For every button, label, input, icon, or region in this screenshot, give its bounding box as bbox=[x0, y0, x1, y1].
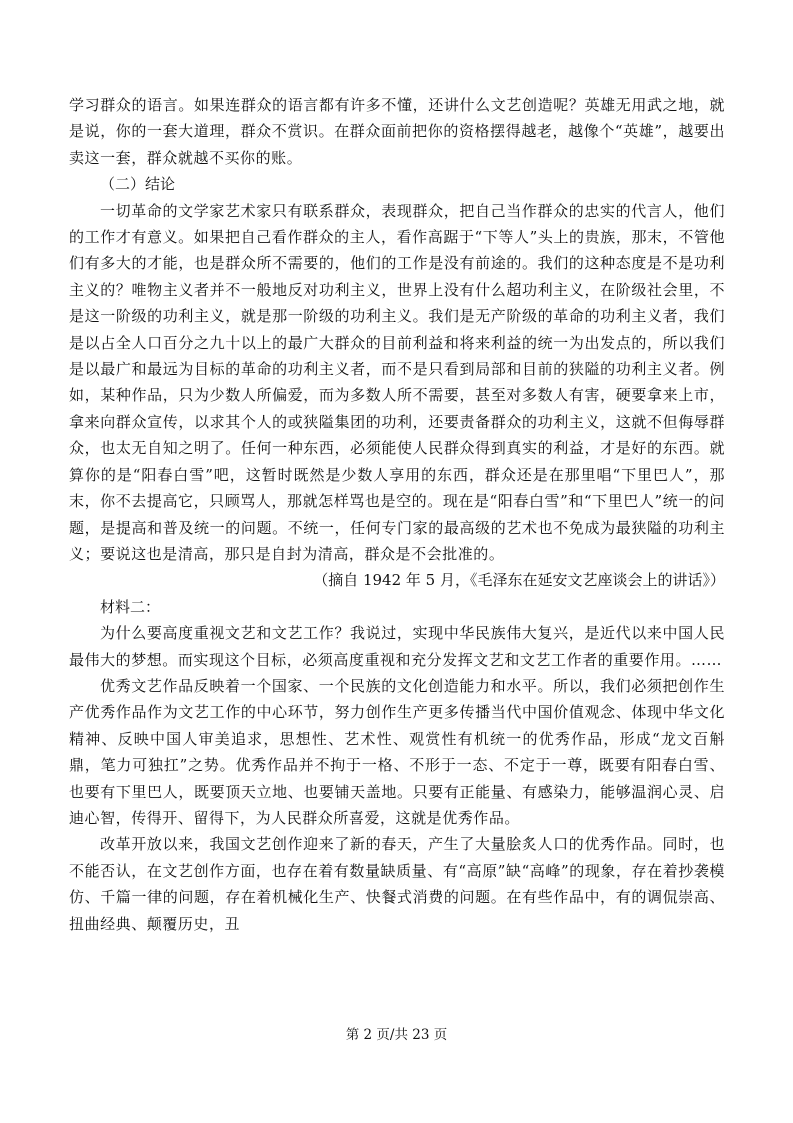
paragraph-material-two-3: 改革开放以来，我国文艺创作迎来了新的春天，产生了大量脍炙人口的优秀作品。同时，也不能否认，在文艺创作方面，也存在着有数量缺质量、有“高原”缺“高峰”的现象，存在着抄袭模仿、千篇一律的问题，存在着机械化生产、快餐式消费的问题。在有些作品中，有的调侃崇高、扭曲经典、颠覆历史，丑 bbox=[69, 835, 725, 933]
material-two-label: 材料二： bbox=[100, 597, 161, 616]
paragraph-material-two-2: 优秀文艺作品反映着一个国家、一个民族的文化创造能力和水平。所以，我们必须把创作生产优秀作品作为文艺工作的中心环节，努力创作生产更多传播当代中国价值观念、体现中华文化精神、反映中国人审美追求，思想性、艺术性、观赏性有机统一的优秀作品，形成“龙文百斛鼎，笔力可独扛”之势。优秀作品并不拘于一格、不形于一态、不定于一尊，既要有阳春白雪、也要有下里巴人，既要顶天立地、也要铺天盖地。只要有正能量、有感染力，能够温润心灵、启迪心智，传得开、留得下，为人民群众所喜爱，这就是优秀作品。 bbox=[69, 676, 725, 827]
paragraph-material-two-1: 为什么要高度重视文艺和文艺工作？我说过，实现中华民族伟大复兴，是近代以来中国人民最伟大的梦想。而实现这个目标，必须高度重视和充分发挥文艺和文艺工作者的重要作用。…… bbox=[69, 624, 725, 669]
paragraph-continued: 学习群众的语言。如果连群众的语言都有许多不懂，还讲什么文艺创造呢？英雄无用武之地，就是说，你的一套大道理，群众不赏识。在群众面前把你的资格摆得越老，越像个“英雄”，越要出卖这一套，群众就越不买你的账。 bbox=[69, 96, 725, 167]
source-citation: （摘自 1942 年 5 月，《毛泽东在延安文艺座谈会上的讲话》） bbox=[313, 571, 725, 590]
document-body bbox=[69, 92, 725, 937]
section-heading-conclusion: （二）结论 bbox=[100, 175, 176, 194]
paragraph-conclusion: 一切革命的文学家艺术家只有联系群众，表现群众，把自己当作群众的忠实的代言人，他们的工作才有意义。如果把自己看作群众的主人，看作高踞于“下等人”头上的贵族，那末，不管他们有多大的才能，也是群众所不需要的，他们的工作是没有前途的。我们的这种态度是不是功利主义的？唯物主义者并不一般地反对功利主义，世界上没有什么超功利主义，在阶级社会里，不是这一阶级的功利主义，就是那一阶级的功利主义。我们是无产阶级的革命的功利主义者，我们是以占全人口百分之九十以上的最广大群众的目前利益和将来利益的统一为出发点的，所以我们是以最广和最远为目标的革命的功利主义者，而不是只看到局部和目前的狭隘的功利主义者。例如，某种作品，只为少数人所偏爱，而为多数人所不需要，甚至对多数人有害，硬要拿来上市，拿来向群众宣传，以求其个人的或狭隘集团的功利，还要责备群众的功利主义，这就不但侮辱群众，也太无自知之明了。任何一种东西，必须能使人民群众得到真实的利益，才是好的东西。就算你的是“阳春白雪”吧，这暂时既然是少数人享用的东西，群众还是在那里唱“下里巴人”，那末，你不去提高它，只顾骂人，那就怎样骂也是空的。现在是“阳春白雪”和“下里巴人”统一的问题，是提高和普及统一的问题。不统一，任何专门家的最高级的艺术也不免成为最狭隘的功利主义；要说这也是清高，那只是自封为清高，群众是不会批准的。 bbox=[69, 201, 725, 563]
page-footer: 第 2 页/共 23 页 bbox=[345, 1027, 448, 1043]
